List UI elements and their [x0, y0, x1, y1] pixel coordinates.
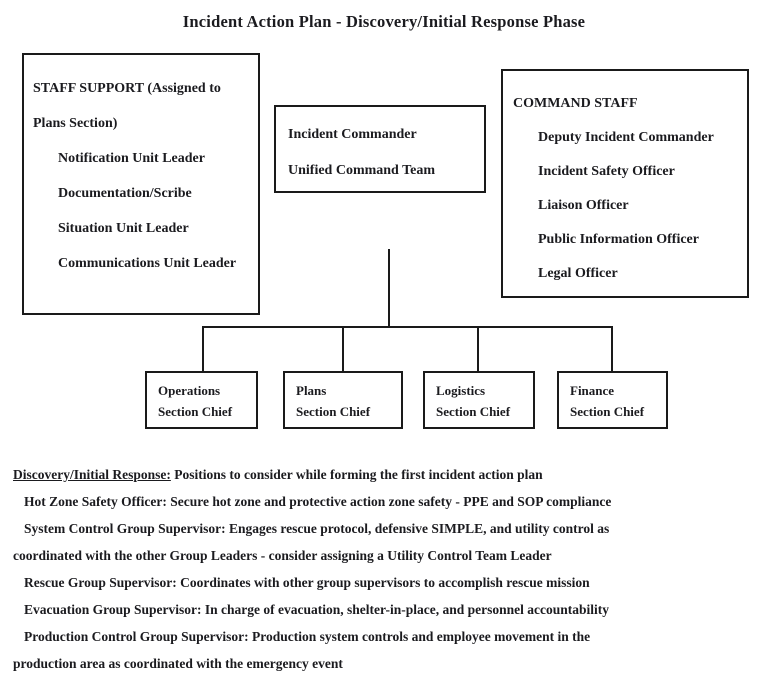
staff-support-heading-line1: STAFF SUPPORT (Assigned to	[33, 81, 221, 96]
connector-drop-plans	[342, 326, 344, 372]
section-label: Operations	[158, 383, 221, 398]
section-box-logistics	[423, 371, 535, 429]
section-label: Section Chief	[296, 404, 371, 419]
command-staff-item: Incident Safety Officer	[538, 164, 675, 179]
section-label: Section Chief	[436, 404, 511, 419]
staff-support-box	[22, 53, 260, 315]
command-staff-item: Deputy Incident Commander	[538, 130, 714, 145]
notes-line: System Control Group Supervisor: Engages rescue protocol, defensive SIMPLE, and utility control as	[24, 521, 610, 536]
section-label: Logistics	[436, 383, 486, 398]
connector-drop-logistics	[477, 326, 479, 372]
staff-support-item: Notification Unit Leader	[58, 151, 205, 166]
notes-line: coordinated with the other Group Leaders - consider assigning a Utility Control Team Leader	[13, 548, 552, 563]
section-label: Finance	[570, 383, 615, 398]
notes-line: Rescue Group Supervisor: Coordinates with other group supervisors to accomplish rescue mission	[24, 575, 590, 590]
notes-section	[13, 461, 761, 677]
command-staff-heading: COMMAND STAFF	[513, 96, 638, 111]
staff-support-item: Situation Unit Leader	[58, 221, 189, 236]
page-title: Incident Action Plan - Discovery/Initial Response Phase	[182, 12, 586, 31]
notes-line: Evacuation Group Supervisor: In charge of evacuation, shelter-in-place, and personnel accountability	[24, 602, 610, 617]
connector-drop-finance	[611, 326, 613, 372]
incident-commander-box	[274, 105, 486, 193]
section-label: Plans	[296, 383, 327, 398]
notes-line: production area as coordinated with the emergency event	[13, 656, 343, 671]
section-box-plans	[283, 371, 403, 429]
connector-crossbar	[203, 326, 613, 328]
section-box-operations	[145, 371, 258, 429]
command-staff-box	[501, 69, 749, 298]
notes-line: Hot Zone Safety Officer: Secure hot zone and protective action zone safety - PPE and SOP compliance	[24, 494, 612, 509]
section-label: Section Chief	[158, 404, 233, 419]
staff-support-item: Communications Unit Leader	[58, 256, 237, 271]
section-label: Section Chief	[570, 404, 645, 419]
incident-commander-line1: Incident Commander	[288, 127, 417, 142]
staff-support-item: Documentation/Scribe	[58, 186, 192, 201]
incident-commander-line2: Unified Command Team	[288, 163, 436, 178]
command-staff-item: Public Information Officer	[538, 232, 699, 247]
section-box-finance	[557, 371, 668, 429]
command-staff-item: Liaison Officer	[538, 198, 629, 213]
connector-drop-operations	[202, 326, 204, 372]
notes-heading-rest: Positions to consider while forming the first incident action plan	[170, 467, 543, 482]
command-staff-item: Legal Officer	[538, 266, 618, 281]
staff-support-heading-line2: Plans Section)	[33, 116, 118, 131]
notes-line: Production Control Group Supervisor: Production system controls and employee movement in the	[24, 629, 591, 644]
notes-heading-lead: Discovery/Initial Response:	[13, 467, 171, 482]
notes-heading-line	[13, 461, 761, 488]
connector-stem	[388, 249, 390, 327]
